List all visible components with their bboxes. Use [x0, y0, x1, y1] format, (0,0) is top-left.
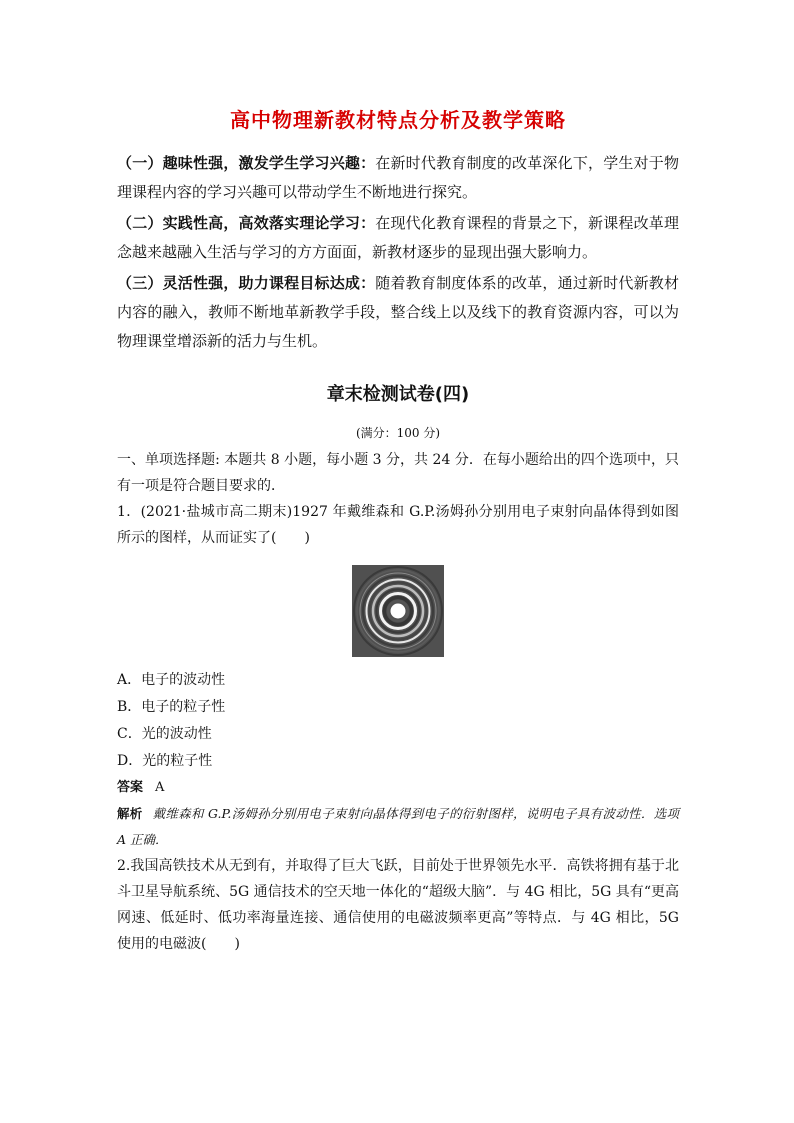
- electron-diffraction-figure: [352, 565, 444, 657]
- question-1-stem: 1．(2021·盐城市高二期末)1927 年戴维森和 G.P.汤姆孙分别用电子束射向晶体得到如图所示的图样，从而证实了( ): [117, 504, 679, 546]
- analysis-text: 戴维森和 G.P.汤姆孙分别用电子束射向晶体得到电子的衍射图样，说明电子具有波动性．选项 A 正确．: [117, 806, 679, 847]
- option-b: B．电子的粒子性: [117, 699, 226, 715]
- figure-container: [117, 565, 679, 657]
- question-2-stem: 2.我国高铁技术从无到有，并取得了巨大飞跃，目前处于世界领先水平．高铁将拥有基于北斗卫星导航系统、5G 通信技术的空天地一体化的“超级大脑”．与 4G 相比，5G 具有“更高网速、低延时、低功率海量连接、通信使用的电磁波频率更高”等特点．与 4G 相比，5G 使用的电磁波( ): [117, 858, 679, 952]
- intro-lead-2: （二）实践性高，高效落实理论学习：: [117, 214, 376, 232]
- intro-paragraph-2: [117, 209, 679, 267]
- doc-title: 高中物理新教材特点分析及教学策略: [230, 108, 566, 132]
- intro-paragraph-1: [117, 149, 679, 207]
- exam-title: 章末检测试卷(四): [326, 384, 470, 405]
- option-a: A．电子的波动性: [117, 672, 226, 688]
- option-c: C．光的波动性: [117, 726, 212, 742]
- intro-lead-1: （一）趣味性强，激发学生学习兴趣：: [117, 154, 376, 172]
- answer-value: A: [155, 780, 165, 795]
- intro-text-2: 在现代化教育课程的背景之下，新课程改革理念越来越融入生活与学习的方方面面，新教材逐步的显现出强大影响力。: [117, 214, 679, 261]
- intro-text-1: 在新时代教育制度的改革深化下，学生对于物理课程内容的学习兴趣可以带动学生不断地进行探究。: [117, 154, 679, 201]
- intro-lead-3: （三）灵活性强，助力课程目标达成：: [117, 274, 376, 292]
- answer-line: [117, 775, 679, 801]
- answer-label: 答案: [117, 780, 144, 795]
- intro-text-3: 随着教育制度体系的改革，通过新时代新教材内容的融入，教师不断地革新教学手段，整合线上以及线下的教育资源内容，可以为物理课堂增添新的活力与生机。: [117, 274, 679, 350]
- intro-paragraph-3: [117, 269, 679, 356]
- section-instructions: 一、单项选择题: 本题共 8 小题，每小题 3 分，共 24 分．在每小题给出的四个选项中，只有一项是符合题目要求的．: [117, 452, 679, 494]
- option-d: D．光的粒子性: [117, 753, 213, 769]
- exam-score: (满分：100 分): [355, 426, 441, 440]
- analysis-paragraph: [117, 801, 679, 853]
- analysis-label: 解析: [117, 806, 143, 821]
